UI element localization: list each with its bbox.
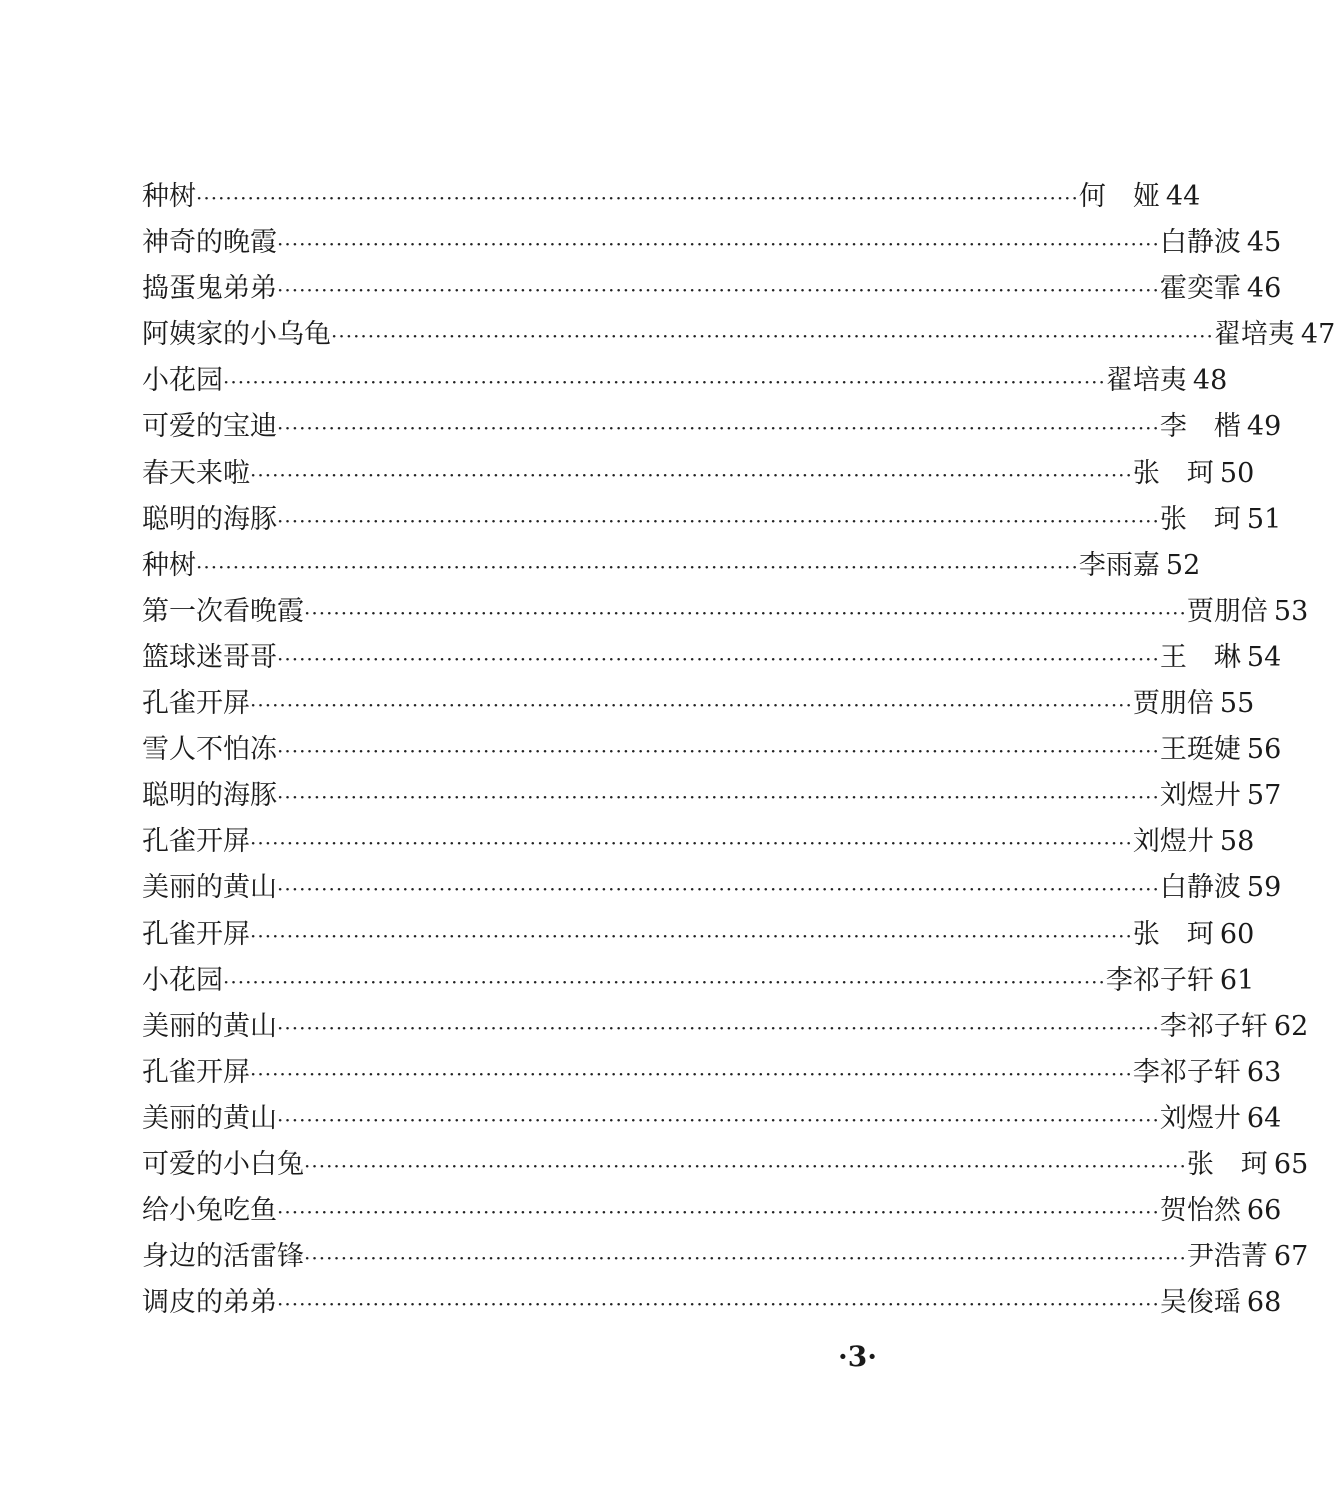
toc-entry	[142, 1004, 1309, 1050]
dot-leader: ························································································································	[277, 1200, 1160, 1225]
entry-page-number: 51	[1246, 503, 1282, 535]
entry-author: 霍奕霏	[1159, 273, 1241, 305]
entry-author: 王珽婕	[1159, 734, 1241, 766]
dot-leader: ························································································································	[250, 1061, 1133, 1086]
entry-page-number: 54	[1246, 641, 1282, 673]
entry-page-number: 44	[1165, 181, 1201, 212]
entry-title: 雪人不怕冻	[142, 734, 277, 766]
entry-page-number: 68	[1246, 1287, 1282, 1319]
entry-title: 身边的活雷锋	[142, 1241, 304, 1273]
entry-page-number: 50	[1219, 457, 1255, 489]
entry-author: 吴俊瑶	[1159, 1287, 1241, 1319]
entry-title: 孔雀开屏	[142, 826, 250, 858]
dot-leader: ························································································································	[250, 831, 1133, 856]
entry-author: 张 珂	[1132, 918, 1214, 950]
entry-page-number: 63	[1246, 1056, 1282, 1088]
entry-author: 尹浩菁	[1186, 1241, 1268, 1273]
toc-entry	[142, 773, 1282, 819]
entry-author: 李雨嘉	[1078, 549, 1160, 581]
entry-author: 刘煜廾	[1132, 826, 1214, 858]
entry-page-number: 53	[1273, 595, 1309, 627]
dot-leader: ························································································································	[304, 1246, 1187, 1271]
page-number: ·3·	[838, 1340, 877, 1373]
toc-entry	[142, 266, 1282, 312]
dot-leader: ························································································································	[304, 600, 1187, 625]
entry-title: 给小兔吃鱼	[142, 1195, 277, 1227]
entry-page-number: 62	[1273, 1010, 1309, 1042]
toc-entry	[142, 681, 1255, 727]
entry-title: 孔雀开屏	[142, 688, 250, 720]
toc-entry	[142, 497, 1282, 543]
entry-title: 调皮的弟弟	[142, 1287, 277, 1319]
toc-entry	[142, 912, 1255, 958]
dot-leader: ························································································································	[277, 1107, 1160, 1132]
entry-title: 美丽的黄山	[142, 1010, 277, 1042]
entry-page-number: 58	[1219, 826, 1255, 858]
entry-author: 翟培夷	[1105, 365, 1187, 397]
entry-author: 何 娅	[1078, 181, 1160, 212]
entry-page-number: 56	[1246, 734, 1282, 766]
entry-title: 春天来啦	[142, 457, 250, 489]
toc-entry	[142, 404, 1282, 450]
toc-entry	[142, 174, 1201, 220]
dot-leader: ························································································································	[277, 508, 1160, 533]
entry-title: 第一次看晚霞	[142, 595, 304, 627]
dot-leader: ························································································································	[277, 278, 1160, 303]
entry-page-number: 61	[1219, 964, 1255, 996]
dot-leader: ························································································································	[196, 554, 1079, 579]
entry-page-number: 46	[1246, 273, 1282, 305]
entry-title: 小花园	[142, 365, 223, 397]
entry-title: 阿姨家的小乌龟	[142, 319, 331, 351]
entry-title: 神奇的晚霞	[142, 227, 277, 259]
toc-entry	[142, 358, 1228, 404]
toc-entry	[142, 589, 1309, 635]
entry-author: 贾朋倍	[1132, 688, 1214, 720]
dot-leader: ························································································································	[277, 1015, 1160, 1040]
entry-author: 张 珂	[1132, 457, 1214, 489]
entry-title: 种树	[142, 181, 196, 212]
entry-page-number: 45	[1246, 227, 1282, 259]
dot-leader: ························································································································	[250, 462, 1133, 487]
entry-author: 李 楷	[1159, 411, 1241, 443]
entry-page-number: 47	[1300, 319, 1335, 351]
toc-entry	[142, 1234, 1309, 1280]
entry-title: 种树	[142, 549, 196, 581]
dot-leader: ························································································································	[223, 370, 1106, 395]
entry-title: 聪明的海豚	[142, 503, 277, 535]
toc-entry	[142, 543, 1201, 589]
toc-entry	[142, 312, 1335, 358]
entry-title: 聪明的海豚	[142, 780, 277, 812]
entry-title: 捣蛋鬼弟弟	[142, 273, 277, 305]
toc-entry	[142, 958, 1255, 1004]
toc-entry	[142, 220, 1282, 266]
entry-author: 白静波	[1159, 872, 1241, 904]
entry-author: 刘煜廾	[1159, 780, 1241, 812]
entry-author: 李祁子轩	[1105, 964, 1214, 996]
dot-leader: ························································································································	[196, 186, 1079, 210]
toc-entry	[142, 1142, 1309, 1188]
toc-entry	[142, 819, 1255, 865]
toc-entry	[142, 1096, 1282, 1142]
entry-title: 可爱的小白兔	[142, 1148, 304, 1180]
entry-author: 李祁子轩	[1159, 1010, 1268, 1042]
dot-leader: ························································································································	[277, 646, 1160, 671]
entry-page-number: 48	[1192, 365, 1228, 397]
toc-entry	[142, 1280, 1282, 1326]
dot-leader: ························································································································	[250, 693, 1133, 718]
entry-author: 翟培夷	[1213, 319, 1295, 351]
entry-author: 刘煜廾	[1159, 1102, 1241, 1134]
entry-author: 李祁子轩	[1132, 1056, 1241, 1088]
entry-title: 孔雀开屏	[142, 918, 250, 950]
entry-author: 贾朋倍	[1186, 595, 1268, 627]
toc-entry	[142, 635, 1282, 681]
entry-title: 小花园	[142, 964, 223, 996]
entry-page-number: 67	[1273, 1241, 1309, 1273]
entry-title: 美丽的黄山	[142, 1102, 277, 1134]
dot-leader: ························································································································	[223, 969, 1106, 994]
dot-leader: ························································································································	[277, 739, 1160, 764]
entry-page-number: 57	[1246, 780, 1282, 812]
table-of-contents	[142, 174, 1335, 1326]
entry-author: 白静波	[1159, 227, 1241, 259]
dot-leader: ························································································································	[277, 232, 1160, 257]
entry-page-number: 59	[1246, 872, 1282, 904]
entry-title: 美丽的黄山	[142, 872, 277, 904]
dot-leader: ························································································································	[250, 923, 1133, 948]
entry-page-number: 65	[1273, 1148, 1309, 1180]
dot-leader: ························································································································	[277, 785, 1160, 810]
entry-title: 篮球迷哥哥	[142, 641, 277, 673]
toc-entry	[142, 727, 1282, 773]
dot-leader: ························································································································	[277, 416, 1160, 441]
dot-leader: ························································································································	[277, 1292, 1160, 1317]
entry-author: 张 珂	[1159, 503, 1241, 535]
dot-leader: ························································································································	[277, 877, 1160, 902]
entry-page-number: 49	[1246, 411, 1282, 443]
entry-page-number: 64	[1246, 1102, 1282, 1134]
entry-page-number: 55	[1219, 688, 1255, 720]
toc-entry	[142, 451, 1255, 497]
entry-title: 可爱的宝迪	[142, 411, 277, 443]
entry-author: 王 琳	[1159, 641, 1241, 673]
toc-entry	[142, 1188, 1282, 1234]
entry-page-number: 52	[1165, 549, 1201, 581]
entry-page-number: 66	[1246, 1195, 1282, 1227]
entry-page-number: 60	[1219, 918, 1255, 950]
entry-author: 贺怡然	[1159, 1195, 1241, 1227]
entry-title: 孔雀开屏	[142, 1056, 250, 1088]
toc-entry	[142, 1050, 1282, 1096]
entry-author: 张 珂	[1186, 1148, 1268, 1180]
toc-entry	[142, 865, 1282, 911]
dot-leader: ························································································································	[304, 1153, 1187, 1178]
dot-leader: ························································································································	[331, 324, 1214, 349]
